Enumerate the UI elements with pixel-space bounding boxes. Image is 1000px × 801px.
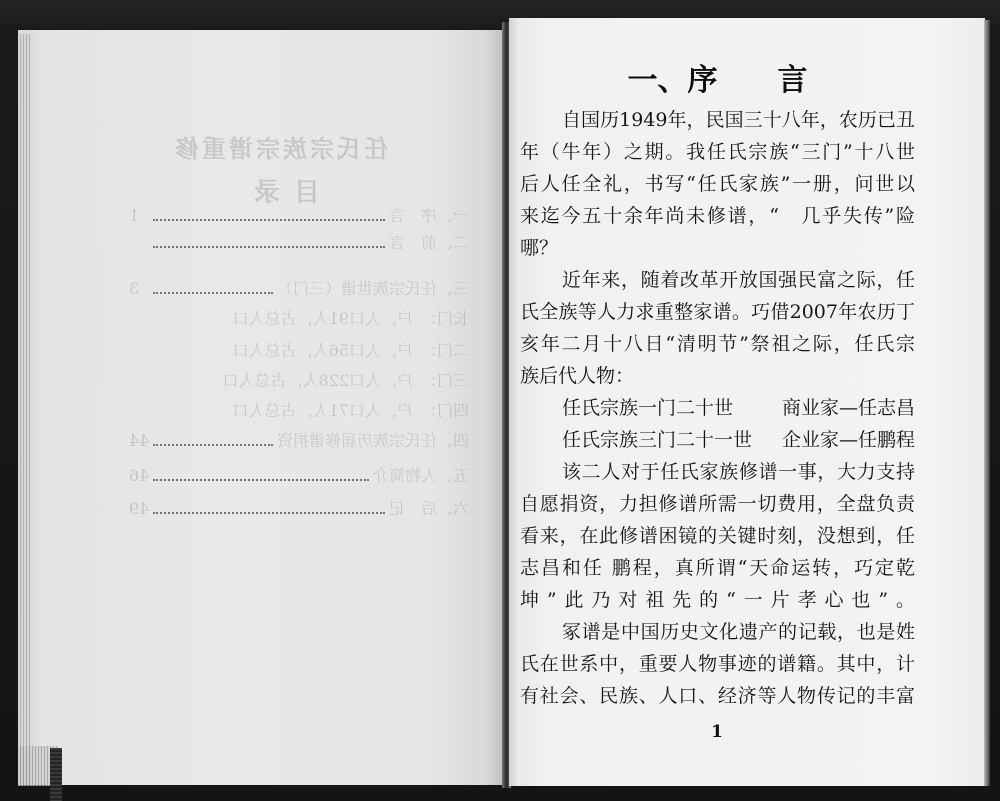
- bookmark-ribbon: [50, 748, 62, 801]
- ghost-toc-text: 二、前 言: [388, 233, 469, 252]
- ghost-toc-text: 四门： 户，人口71人，占总人口: [232, 401, 469, 420]
- ghost-toc-entry: [129, 309, 469, 329]
- text-line: 有社会、民族、人口、经济等人物传记的丰富: [520, 685, 915, 707]
- left-page: [18, 30, 505, 785]
- ghost-toc-leader: [153, 246, 385, 248]
- ghost-toc-entry: [129, 233, 469, 253]
- roster-person: 企业家—任鹏程: [781, 429, 915, 451]
- text-line: 自愿捐资，力担修谱所需一切费用，全盘负责: [520, 493, 915, 515]
- ghost-toc-leader: [153, 512, 385, 514]
- ghost-toc-text: 三门： 户，人口228人，占总人口: [222, 371, 469, 390]
- right-page: [509, 18, 985, 786]
- ghost-toc-text: 长门： 户，人口91人，占总人口: [232, 309, 469, 328]
- ghost-toc-page: 1: [129, 206, 140, 225]
- page-stack-edge: [18, 34, 31, 785]
- ghost-toc-page: 3: [129, 279, 140, 298]
- ghost-toc-text: 六、后 记: [388, 499, 469, 518]
- ghost-contents-heading: 目录: [240, 178, 321, 208]
- bleed-through-text: [18, 30, 505, 785]
- ghost-toc-entry: [129, 466, 469, 486]
- ghost-toc-entry: [129, 371, 469, 391]
- text-line: 后人任全礼，书写“任氏家族”一册，问世以: [520, 173, 915, 195]
- roster-line: [520, 392, 915, 424]
- ghost-toc-leader: [153, 444, 273, 446]
- preface-body: [520, 104, 915, 712]
- text-line: 坤”此乃对祖先的“一片孝心也”。: [520, 589, 915, 611]
- ghost-toc-entry: [129, 279, 469, 299]
- preface-title: 一、序 言: [627, 63, 808, 98]
- ghost-toc-page: 46: [129, 466, 150, 485]
- text-line: 志昌和任 鹏程，真所谓“天命运转，巧定乾: [520, 557, 915, 579]
- text-line: 年（牛年）之期。我任氏宗族“三门”十八世: [520, 141, 915, 163]
- ghost-toc-page: 44: [129, 431, 150, 450]
- ghost-toc-entry: [129, 431, 469, 451]
- ghost-toc-page: 49: [129, 499, 150, 518]
- text-line: 看来，在此修谱困镜的关键时刻，没想到，任: [520, 525, 915, 547]
- text-line: 哪？: [520, 237, 559, 259]
- ghost-toc-entry: [129, 401, 469, 421]
- text-line: 该二人对于任氏家族修谱一事，大力支持: [562, 461, 915, 483]
- ghost-toc-text: 二门： 户，人口56人，占总人口: [232, 341, 469, 360]
- roster-lineage: 任氏宗族一门二十世: [562, 397, 734, 419]
- ghost-toc-text: 三、任氏宗族世谱（三门）: [276, 279, 469, 298]
- text-line: 近年来，随着改革开放国强民富之际，任: [562, 269, 915, 291]
- ghost-toc-entry: [129, 499, 469, 519]
- ghost-toc-text: 五、人物简介: [372, 466, 469, 485]
- roster-lineage: 任氏宗族三门二十一世: [562, 429, 753, 451]
- text-line: 来迄今五十余年尚未修谱，“ 几乎失传”险: [520, 205, 915, 227]
- page-number: 1: [711, 722, 723, 742]
- text-line: 氏在世系中，重要人物事迹的谱籍。其中，计: [520, 653, 915, 675]
- roster-person: 商业家—任志昌: [781, 397, 915, 419]
- ghost-toc-text: 四、任氏宗族历届修谱捐资: [276, 431, 469, 450]
- text-line: 亥年二月十八日“清明节”祭祖之际，任氏宗: [520, 333, 915, 355]
- text-line: 氏全族等人力求重整家谱。巧借2007年农历丁: [520, 301, 915, 323]
- ghost-toc-entry: [129, 341, 469, 361]
- ghost-book-title: 任氏宗族宗谱重修: [172, 134, 388, 163]
- text-line: 自国历1949年，民国三十八年，农历已丑: [562, 109, 915, 131]
- ghost-toc-leader: [153, 219, 385, 221]
- ghost-toc-entry: [129, 206, 469, 226]
- ghost-toc-leader: [153, 479, 369, 481]
- roster-line: [520, 424, 915, 456]
- ghost-toc-text: 一、序 言: [388, 206, 469, 225]
- text-line: 族后代人物：: [520, 365, 635, 387]
- text-line: 冢谱是中国历史文化遗产的记载，也是姓: [562, 621, 915, 643]
- ghost-toc-leader: [153, 292, 273, 294]
- right-page-edge: [984, 20, 990, 786]
